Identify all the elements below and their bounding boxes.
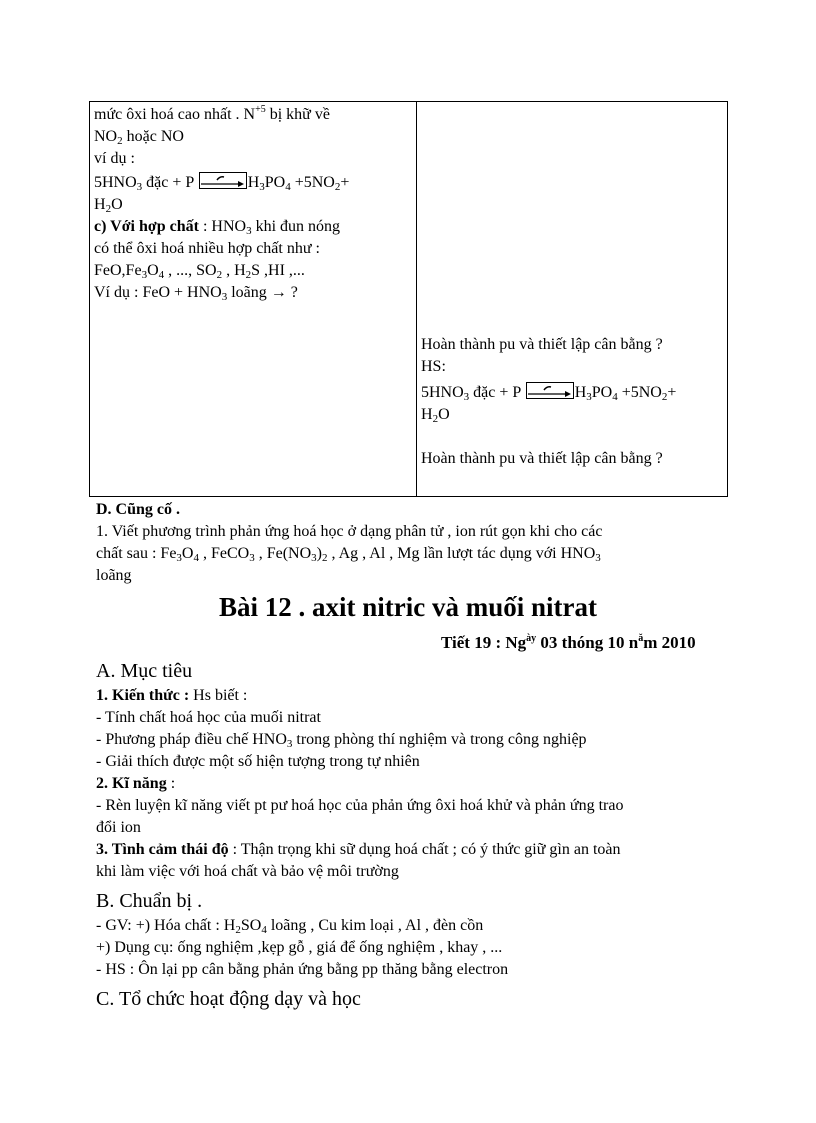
lesson-title: Bài 12 . axit nitric và muối nitrat [219, 592, 597, 622]
section-heading-objectives: A. Mục tiêu [96, 660, 193, 682]
consolidation-section [96, 499, 736, 587]
text-line: HS: [421, 358, 446, 375]
preparation-section [96, 915, 736, 981]
text-line: ví dụ : [94, 150, 135, 167]
text-line: $H_2O$ [94, 196, 123, 215]
heat-arrow-icon [526, 382, 574, 399]
table-right-cell [417, 102, 728, 497]
heat-arrow-icon [199, 172, 247, 189]
section-heading-activities: C. Tổ chức hoạt động dạy và học [96, 988, 361, 1010]
text-line: c) Với hợp chất : $HNO_3$ khi đun nóng [94, 218, 341, 237]
text-line: Hoàn thành pu và thiết lập cân bằng ? [421, 336, 663, 353]
text-line: - HS : Ôn lại pp cân bằng phản ứng bằng pp thăng bằng electron [96, 961, 509, 978]
text-line: 3. Tình cảm thái độ : Thận trọng khi sữ dụng hoá chất ; có ý thức giữ gìn an toàn [96, 841, 621, 858]
text-line: đổi ion [96, 819, 141, 836]
equation: $5HNO_3$ đặc + P $H_3PO_4 +5NO_2+$ [421, 384, 677, 403]
text-line: 1. Viết phương trình phản ứng hoá học ở dạng phân tử , ion rút gọn khi cho các [96, 523, 603, 540]
objectives-section [96, 685, 736, 883]
text-line: - Tính chất hoá học của muối nitrat [96, 709, 321, 726]
text-line: - Giải thích được một số hiện tượng trong tự nhiên [96, 753, 420, 770]
text-line: Ví dụ : FeO + $HNO_3$ loãng → ? [94, 284, 298, 303]
period-date: Tiết 19 : $Ng^{ày}$ 03 thóng 10 $n^ăm$ 2010 [441, 633, 696, 652]
text-line: +) Dụng cụ: ống nghiệm ,kẹp gỗ , giá để ống nghiệm , khay , ... [96, 939, 503, 956]
text-line: - Rèn luyện kĩ năng viết pt pư hoá học của phản ứng ôxi hoá khử và phản ứng trao [96, 797, 624, 814]
text-line: có thể ôxi hoá nhiều hợp chất như : [94, 240, 320, 257]
text-line: Hoàn thành pu và thiết lập cân bằng ? [421, 450, 663, 467]
text-line: $NO_2$ hoặc NO [94, 128, 184, 147]
compound-list: $FeO,Fe_3O_4$ , ..., $SO_2$ , $H_2S$ ,HI ,... [94, 262, 305, 281]
text-line: $H_2O$ [421, 406, 450, 425]
text-line: chất sau : $Fe_3O_4$ , FeCO$_3$ , $Fe(NO_3)_2$ , Ag , Al , Mg lần lượt tác dụng với $HNO_3$ [96, 545, 601, 564]
text-line: - Phương pháp điều chế $HNO_3$ trong phòng thí nghiệm và trong công nghiệp [96, 731, 587, 750]
section-heading: D. Cũng cố . [96, 501, 181, 518]
table-left-cell [90, 102, 417, 497]
text-line: loãng [96, 567, 132, 584]
text-line: - GV: +) Hóa chất : $H_2SO_4$ loãng , Cu kim loại , Al , đèn cồn [96, 917, 484, 936]
section-heading-preparation: B. Chuẩn bị . [96, 890, 203, 912]
text-line: khi làm việc với hoá chất và bảo vệ môi trường [96, 863, 399, 880]
lesson-table [89, 101, 728, 497]
text-line: 1. Kiến thức : Hs biết : [96, 687, 248, 704]
text-line: 2. Kĩ năng : [96, 775, 176, 792]
text-line: mức ôxi hoá cao nhất . $N^{+5}$ bị khữ về [94, 104, 330, 123]
equation: $5HNO_3$ đặc + P $H_3PO_4 +5NO_2+$ [94, 174, 350, 193]
